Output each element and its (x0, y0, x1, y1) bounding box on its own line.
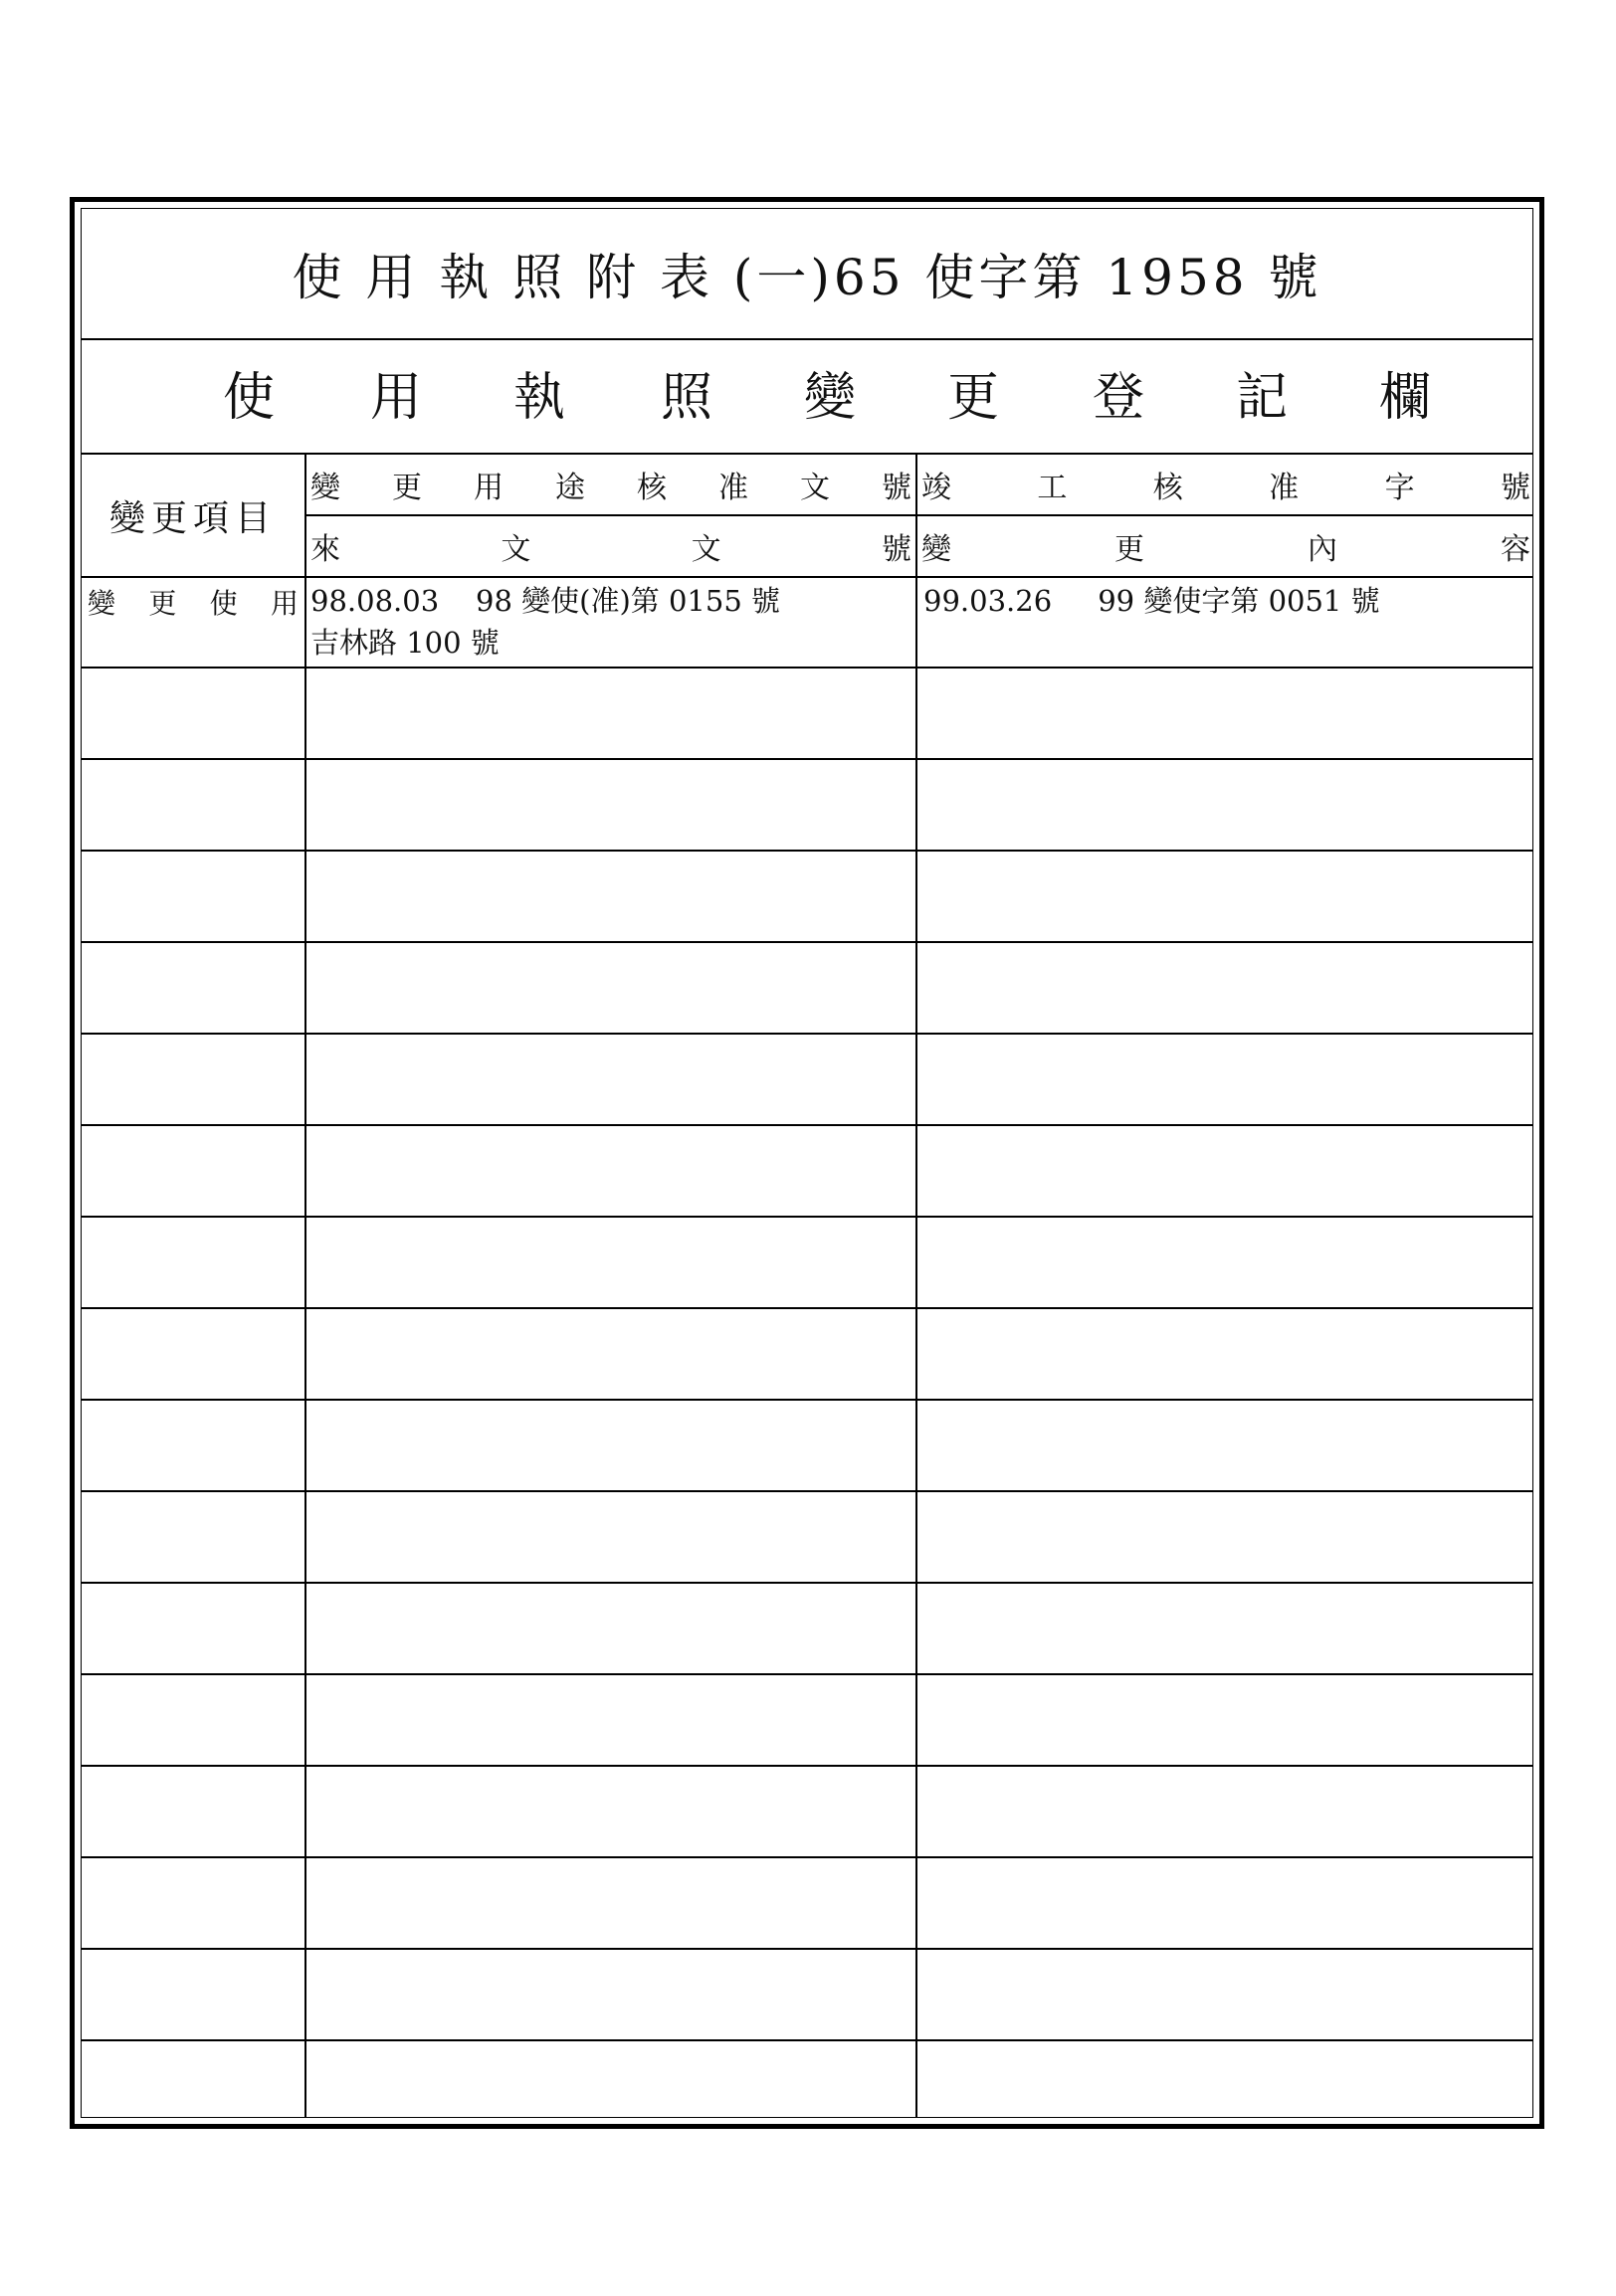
row-divider (82, 1856, 1532, 1858)
entry-address: 吉林路 100 號 (310, 626, 500, 660)
header-char: 更 (392, 471, 422, 505)
header-char: 變 (921, 532, 951, 567)
change-record-table (82, 455, 1532, 2117)
row-divider (82, 1307, 1532, 1309)
row-divider (82, 1582, 1532, 1584)
row-divider (82, 1765, 1532, 1767)
header-incoming-doc-no (306, 526, 915, 566)
row-divider (82, 667, 1532, 669)
row-divider (82, 2039, 1532, 2041)
subtitle-char: 欄 (1379, 368, 1432, 428)
header-change-item: 變更項目 (108, 497, 277, 539)
subtitle-row (82, 340, 1532, 455)
subtitle-char: 登 (1093, 368, 1145, 428)
header-char: 文 (691, 532, 721, 567)
header-char: 文 (501, 532, 531, 567)
header-char: 文 (800, 471, 830, 505)
row-divider (82, 850, 1532, 852)
subtitle-char: 用 (370, 368, 423, 428)
header-char: 核 (1152, 471, 1183, 505)
subtitle-char: 記 (1236, 368, 1289, 428)
entry-char: 用 (270, 587, 299, 620)
row-divider (82, 941, 1532, 943)
entry-change-item (82, 580, 304, 624)
entry-char: 使 (209, 587, 238, 620)
row-divider (82, 758, 1532, 760)
row-divider (82, 1216, 1532, 1218)
header-char: 准 (1269, 471, 1300, 505)
header-char: 字 (1384, 471, 1415, 505)
header-char: 更 (1114, 532, 1144, 567)
row-divider (82, 1033, 1532, 1035)
header-char: 號 (882, 471, 911, 505)
license-attachment-form (70, 197, 1544, 2129)
header-sub-divider (304, 514, 1532, 516)
header-char: 核 (637, 471, 667, 505)
subtitle-char: 使 (223, 368, 276, 428)
title-row (82, 209, 1532, 340)
header-char: 竣 (921, 471, 951, 505)
header-change-use-approval-no (306, 465, 915, 504)
header-char: 來 (310, 532, 340, 567)
header-char: 變 (310, 471, 340, 505)
column-divider (304, 455, 306, 2117)
header-char: 號 (1500, 471, 1530, 505)
header-completion-approval-no (917, 465, 1534, 504)
entry-completion-date-no: 99.03.26 99 變使字第 0051 號 (923, 584, 1380, 618)
header-change-content (917, 526, 1534, 566)
subtitle-char: 更 (947, 368, 1000, 428)
header-char: 工 (1037, 471, 1068, 505)
row-divider (82, 1673, 1532, 1675)
header-char: 用 (474, 471, 504, 505)
entry-char: 變 (88, 587, 116, 620)
row-divider (82, 1124, 1532, 1126)
header-char: 准 (718, 471, 748, 505)
subtitle-char: 照 (661, 368, 713, 428)
row-divider (82, 1490, 1532, 1492)
document-title: 使 用 執 照 附 表 (一)65 使字第 1958 號 (292, 249, 1322, 306)
header-char: 途 (555, 471, 585, 505)
header-char: 號 (881, 532, 911, 567)
form-inner-frame (81, 208, 1533, 2118)
subtitle-char: 執 (513, 368, 566, 428)
header-divider (82, 576, 1532, 578)
header-char: 容 (1501, 532, 1530, 567)
header-char: 內 (1308, 532, 1337, 567)
subtitle-char: 變 (804, 368, 857, 428)
entry-approval-date-no: 98.08.03 98 變使(准)第 0155 號 (310, 584, 781, 618)
row-divider (82, 1948, 1532, 1950)
entry-char: 更 (148, 587, 177, 620)
column-divider (915, 455, 917, 2117)
row-divider (82, 1399, 1532, 1401)
